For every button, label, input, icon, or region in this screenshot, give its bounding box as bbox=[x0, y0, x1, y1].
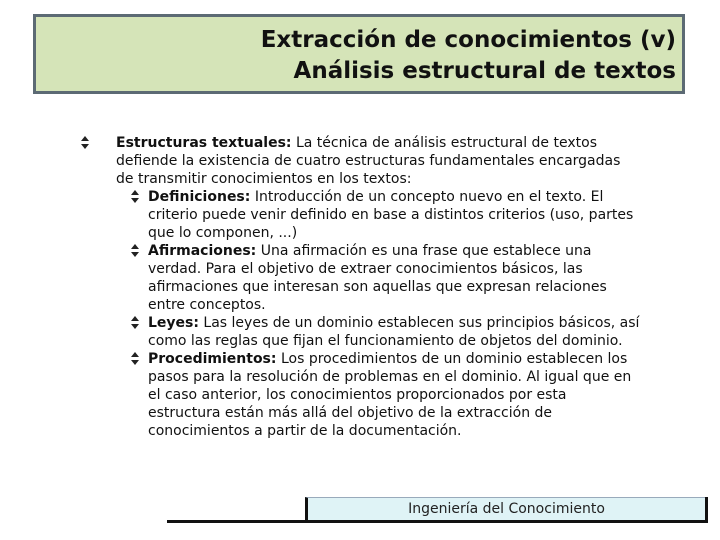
bullet-item-procedimientos bbox=[80, 350, 640, 440]
item-term: Procedimientos: bbox=[148, 351, 277, 367]
item-text: Introducción de un concepto nuevo en el texto. El criterio puede venir definido en base a distintos criterios (uso, partes que lo componen, ...) bbox=[148, 189, 634, 241]
item-term: Leyes: bbox=[148, 315, 199, 331]
item-text: Los procedimientos de un dominio establecen los pasos para la resolución de problemas en el dominio. Al igual que en el caso anterior, los conocimientos proporcionados por esta estructura están más allá del objetivo de la extracción de conocimientos a partir de la documentación. bbox=[148, 351, 632, 439]
diamond-bullet-icon bbox=[130, 351, 140, 367]
footer-shadow bbox=[705, 497, 708, 523]
footer-rule bbox=[167, 520, 707, 523]
footer-label: Ingeniería del Conocimiento bbox=[305, 497, 705, 520]
diamond-bullet-icon bbox=[80, 135, 90, 151]
item-text: La técnica de análisis estructural de textos defiende la existencia de cuatro estructuras fundamentales encargadas de transmitir conocimientos en los textos: bbox=[116, 135, 621, 187]
slide-title-line2: Análisis estructural de textos bbox=[293, 58, 676, 84]
bullet-item-definiciones bbox=[80, 188, 640, 242]
slide-title-box bbox=[33, 14, 685, 94]
slide-title-line1: Extracción de conocimientos (v) bbox=[260, 27, 676, 53]
diamond-bullet-icon bbox=[130, 243, 140, 259]
item-term: Estructuras textuales: bbox=[116, 135, 292, 151]
item-text: Las leyes de un dominio establecen sus principios básicos, así como las reglas que fijan el funcionamiento de objetos del dominio. bbox=[148, 315, 640, 349]
item-term: Definiciones: bbox=[148, 189, 251, 205]
item-term: Afirmaciones: bbox=[148, 243, 257, 259]
diamond-bullet-icon bbox=[130, 315, 140, 331]
bullet-item-estructuras bbox=[80, 134, 640, 188]
slide-content bbox=[80, 134, 640, 440]
bullet-item-leyes bbox=[80, 314, 640, 350]
diamond-bullet-icon bbox=[130, 189, 140, 205]
bullet-item-afirmaciones bbox=[80, 242, 640, 314]
item-text: Una afirmación es una frase que establece una verdad. Para el objetivo de extraer conocimientos básicos, las afirmaciones que interesan son aquellas que expresan relaciones entre conceptos. bbox=[148, 243, 607, 313]
